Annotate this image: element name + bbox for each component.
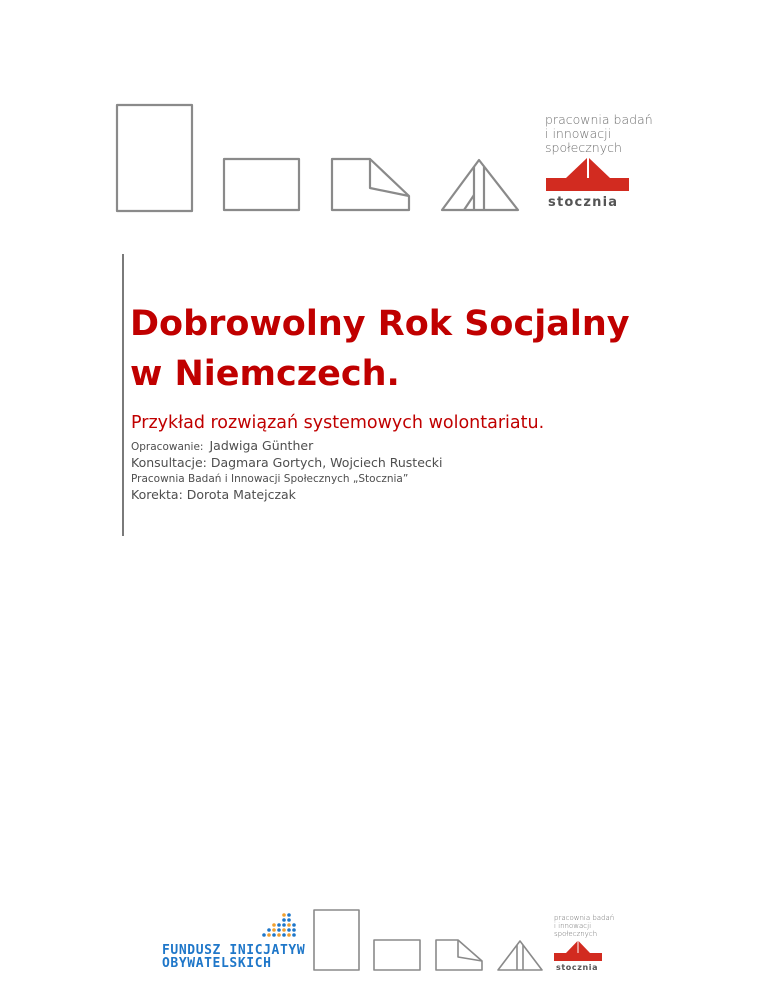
logo-line-3: społecznych bbox=[545, 140, 622, 155]
logo-line-2: i innowacji bbox=[554, 922, 592, 930]
logo-line-1: pracownia badań bbox=[554, 914, 615, 922]
stocznia-boat-logo-icon bbox=[546, 158, 629, 191]
document-title bbox=[130, 299, 730, 399]
logo-line-2: i innowacji bbox=[545, 126, 612, 141]
document-subtitle: Przykład rozwiązań systemowych wolontariatu. bbox=[131, 413, 545, 433]
stocznia-wordmark-small: stocznia bbox=[556, 963, 599, 972]
paper-portrait-icon bbox=[117, 105, 192, 211]
credit-author bbox=[131, 438, 651, 453]
paper-fold-graphics bbox=[112, 100, 532, 215]
stocznia-wordmark: stocznia bbox=[548, 195, 619, 210]
paper-portrait-icon bbox=[314, 910, 359, 970]
logo-line-1: pracownia badań bbox=[545, 112, 653, 127]
title-accent-bar bbox=[122, 254, 124, 536]
credit-proofreading: Korekta: Dorota Matejczak bbox=[131, 487, 296, 502]
paper-landscape-icon bbox=[224, 159, 299, 210]
fio-logo-line-1: FUNDUSZ INICJATYW bbox=[162, 943, 306, 958]
title-line-2: w Niemczech. bbox=[130, 354, 400, 394]
author-label: Opracowanie: bbox=[131, 441, 204, 453]
logo-line-3: społecznych bbox=[554, 930, 598, 938]
credit-consultation: Konsultacje: Dagmara Gortych, Wojciech Rustecki bbox=[131, 455, 443, 470]
fio-logo-line-2: OBYWATELSKICH bbox=[162, 956, 272, 971]
paper-boat-icon bbox=[498, 941, 542, 970]
paper-fold-graphics-small bbox=[312, 908, 544, 972]
title-line-1: Dobrowolny Rok Socjalny bbox=[130, 304, 630, 344]
stocznia-logo-text bbox=[545, 113, 665, 155]
paper-folded-corner-icon bbox=[436, 940, 482, 970]
stocznia-logo-text-small bbox=[554, 914, 634, 938]
stocznia-boat-logo-icon bbox=[554, 941, 602, 961]
paper-folded-corner-icon bbox=[332, 159, 409, 210]
author-name: Jadwiga Günther bbox=[209, 438, 314, 453]
paper-landscape-icon bbox=[374, 940, 420, 970]
fio-dots-logo-icon bbox=[260, 912, 300, 942]
credit-organization: Pracownia Badań i Innowacji Społecznych „Stocznia” bbox=[131, 473, 409, 485]
paper-boat-icon bbox=[442, 160, 518, 210]
